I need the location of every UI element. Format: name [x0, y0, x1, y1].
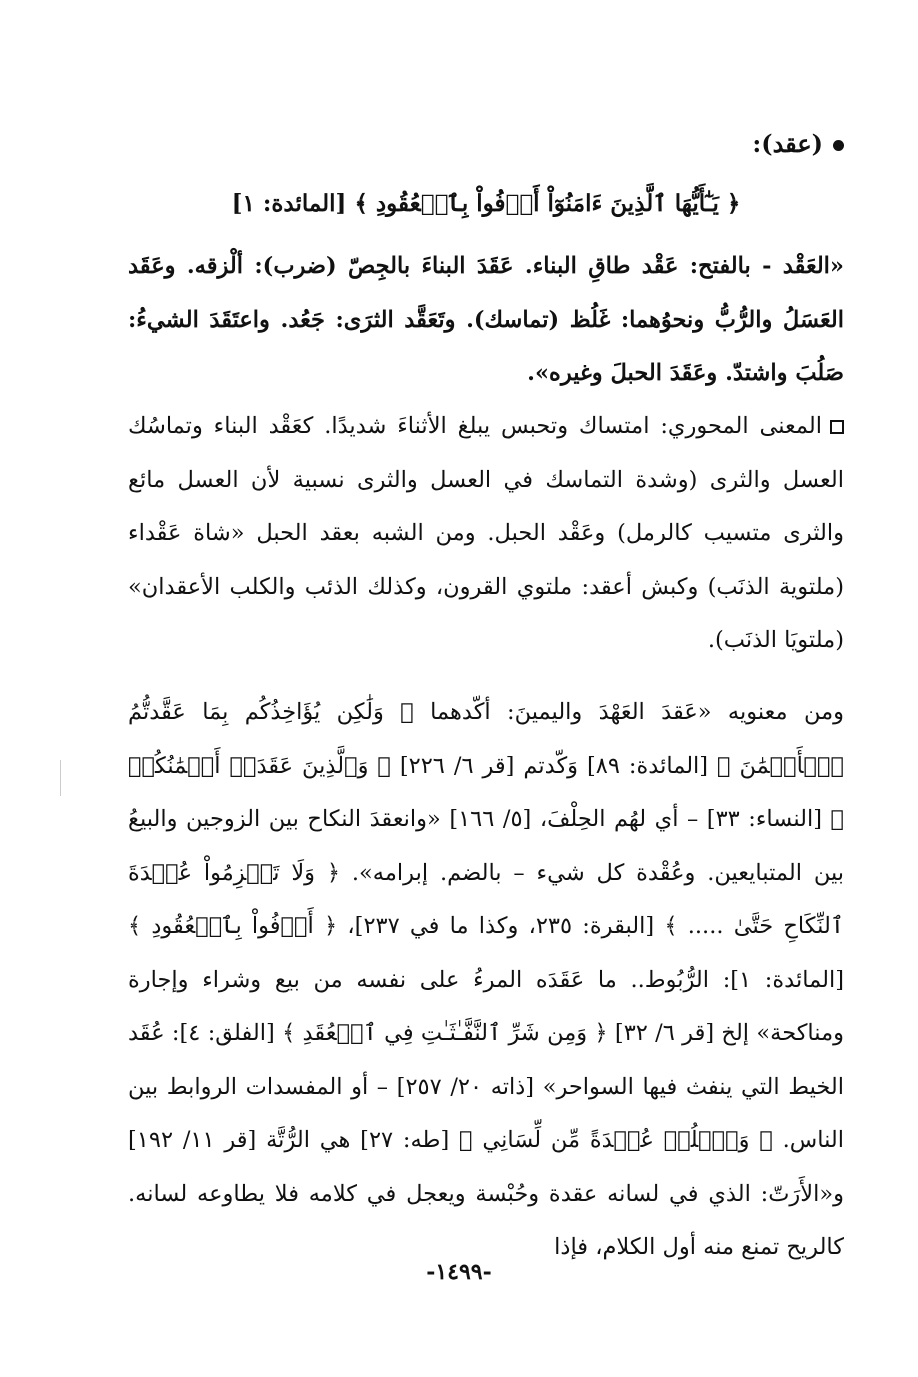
figurative-meaning-paragraph: ومن معنويه «عَقدَ العَهْدَ واليمينَ: أكّدهما ﴿ وَلَٰكِن يُؤَاخِذُكُم بِمَا عَقَّدتُّمُ ٱلۡأَيۡمَٰنَ ﴾ [المائدة: ٨٩] وَكّدتم [قر ٦/ ٢٢٦] ﴿ وَٱلَّذِينَ عَقَدَتۡ أَيۡمَٰنُكُمۡ ﴾ [النساء: ٣٣] – أي لهُم الحِلْفَ، [٥/ ١٦٦] «وانعقدَ النكاح بين الزوجين والبيعُ بين المتبايعين. وعُقْدة كل شيء – بالضم. إبرامه». ﴿ وَلَا تَعۡزِمُواْ عُقۡدَةَ ٱلنِّكَاحِ حَتَّىٰ ..... ﴾ [البقرة: ٢٣٥، وكذا ما في ٢٣٧]، ﴿ أَوۡفُواْ بِٱلۡعُقُودِ ﴾ [المائدة: ١]: الرُّبُوط.. ما عَقَدَه المرءُ على نفسه من بيع وشراء وإجارة ومناكحة» إلخ [قر ٦/ ٣٢] ﴿ وَمِن شَرِّ ٱلنَّفَّـٰثَـٰتِ فِي ٱلۡعُقَدِ ﴾ [الفلق: ٤]: عُقَد الخيط التي ينفث فيها السواحر» [ذاته ٢٠/ ٢٥٧] – أو المفسدات الروابط بين الناس. ﴿ وَٱحۡلُلۡ عُقۡدَةً مِّن لِّسَانِي ﴾ [طه: ٢٧] هي الرُّتَّة [قر ١١/ ١٩٢] و«الأَرَتّ: الذي في لسانه عقدة وحُبْسة ويعجل في كلامه فلا يطاوعه لسانه. كالريح تمنع منه أول الكلام، فإذا: [128, 699, 845, 1260]
page-number: -١٤٩٩-: [426, 1259, 492, 1285]
entry-heading: [128, 120, 844, 168]
quranic-verse: ﴿ يَـٰٓأَيُّهَا ٱلَّذِينَ ءَامَنُوٓاْ أَوۡفُواْ بِٱلۡعُقُودِ ﴾ [المائدة: ١]: [231, 190, 741, 217]
core-meaning-paragraph: [128, 400, 844, 668]
margin-mark: [60, 760, 61, 796]
bullet-icon: [833, 140, 844, 151]
entry-title: (عقد):: [752, 129, 823, 158]
square-marker-icon: [830, 420, 844, 434]
core-meaning-text: المعنى المحوري: امتساك وتحبس يبلغ الأثناءَ شديدًا. كعَقْد البناء وتماسُك العسل والثرى (وشدة التماسك في العسل والثرى نسبية لأن العسل مائع والثرى متسيب كالرمل) وعَقْد الحبل. ومن الشبه بعقد الحبل «شاة عَقْداء (ملتوية الذنَب) وكبش أعقد: ملتوي القرون، وكذلك الذئب والكلب الأعقدان» (ملتويَا الذنَب).: [128, 413, 844, 653]
definition-paragraph: «العَقْد - بالفتح: عَقْد طاقِ البناء. عَقَدَ البناءَ بالجِصّ (ضرب): ألْزقه. وعَقَد العَسَلُ والرُّبُّ ونحوُهما: غَلُظ (تماسك). وتَعَقَّد الثرَى: جَعُد. واعتَقَدَ الشيءُ: صَلُبَ واشتدّ. وعَقَدَ الحبلَ وغيره».: [128, 253, 844, 386]
